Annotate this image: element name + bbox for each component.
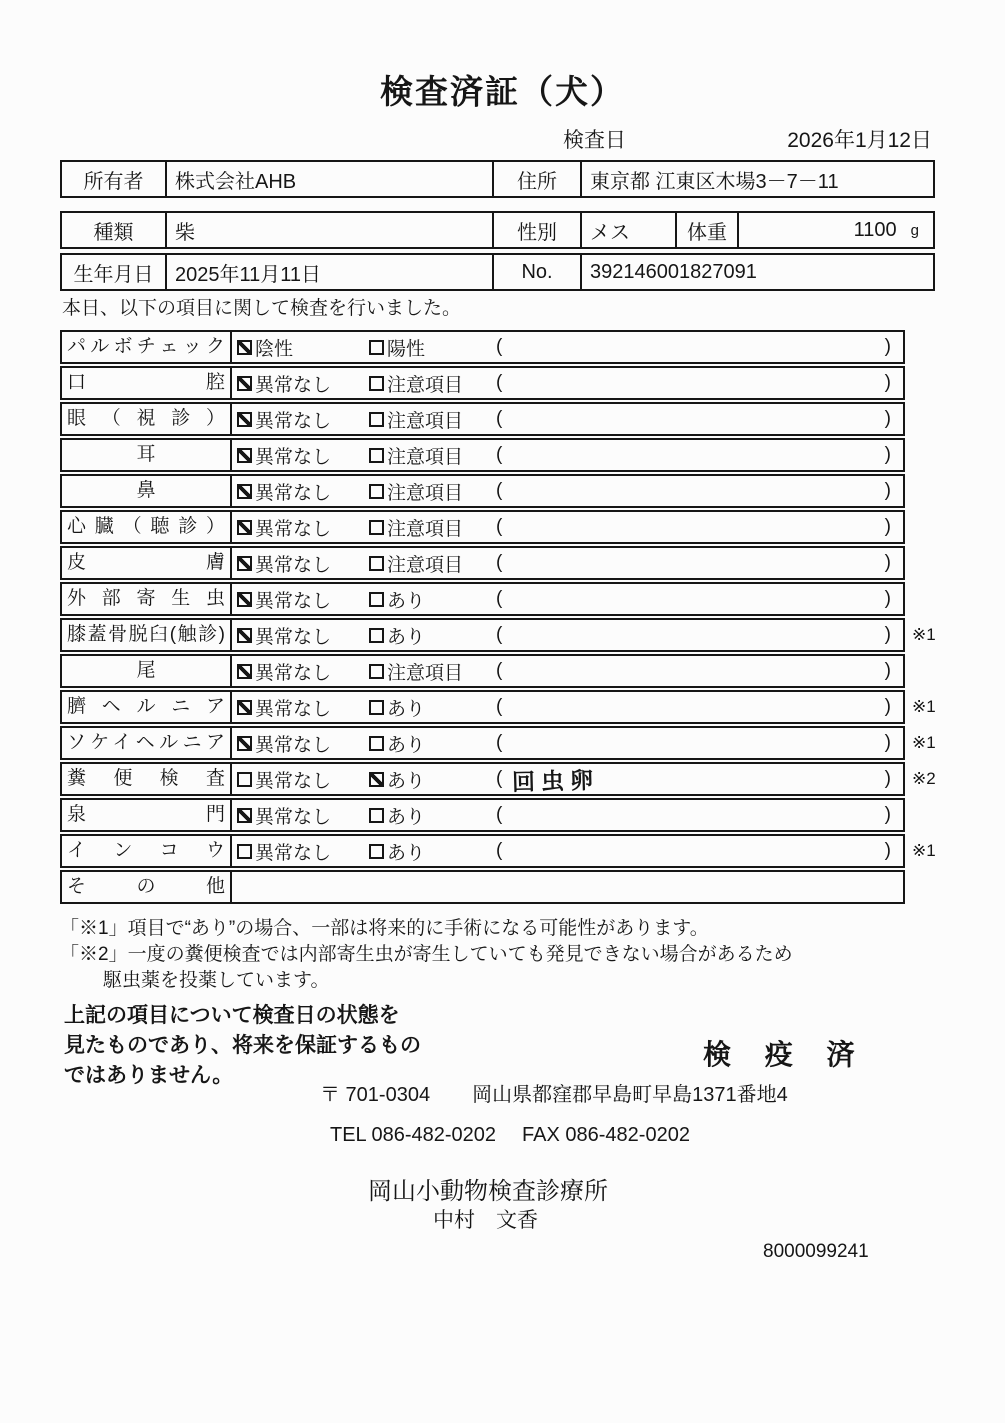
- close-paren: ): [884, 516, 891, 537]
- page-title: 検査済証（犬）: [380, 73, 625, 110]
- checklist-item-label: 外部寄生虫: [62, 584, 232, 614]
- note-reference-mark: ※2: [912, 769, 936, 788]
- checklist-option: [369, 622, 496, 649]
- veterinarian-name: 中村 文香: [433, 1209, 538, 1232]
- checked-checkbox-icon: [237, 520, 252, 535]
- result-parentheses: [496, 372, 903, 394]
- checked-checkbox-icon: [237, 700, 252, 715]
- result-parentheses: [496, 624, 903, 646]
- checklist-option: [237, 658, 369, 685]
- result-parentheses: [496, 444, 903, 466]
- note-reference-mark: ※1: [912, 697, 936, 716]
- option-label: 注意項目: [387, 410, 464, 432]
- checklist-option: [237, 694, 369, 721]
- checklist-row: [60, 438, 905, 472]
- checklist-item-label: 泉門: [62, 800, 232, 830]
- close-paren: ): [884, 372, 891, 393]
- footnote-2: 「※2」一度の糞便検査では内部寄生虫が寄生していても発見できない場合があるため: [60, 944, 793, 965]
- option-label: あり: [387, 806, 426, 828]
- result-parentheses: [496, 552, 903, 574]
- checklist-option: [237, 550, 369, 577]
- clinic-fax: FAX 086-482-0202: [522, 1124, 690, 1146]
- serial-number: 8000099241: [763, 1241, 869, 1262]
- checklist-item-label: その他: [62, 872, 232, 902]
- checklist-option: [237, 370, 369, 397]
- result-parentheses: [496, 480, 903, 502]
- checklist-item-label: 口腔: [62, 368, 232, 398]
- breed-label: 種類: [62, 213, 167, 247]
- option-label: あり: [387, 626, 426, 648]
- address-value: 東京都 江東区木場3－7－11: [590, 170, 839, 193]
- checked-checkbox-icon: [369, 772, 384, 787]
- clinic-tel: TEL 086-482-0202: [330, 1124, 497, 1146]
- checklist-item-label: 膝蓋骨脱臼(触診): [62, 620, 232, 650]
- result-parentheses: [496, 408, 903, 430]
- option-label: 異常なし: [255, 374, 332, 396]
- checklist-row: [60, 510, 905, 544]
- close-paren: ): [884, 408, 891, 429]
- checklist-option: [369, 514, 496, 541]
- checklist-row-body: [232, 728, 903, 758]
- open-paren: (: [496, 372, 503, 393]
- open-paren: (: [496, 624, 503, 645]
- checked-checkbox-icon: [237, 376, 252, 391]
- checklist-row-body: [232, 764, 903, 794]
- empty-checkbox-icon: [237, 844, 252, 859]
- checklist-row-body: [232, 548, 903, 578]
- weight-unit: g: [910, 221, 919, 239]
- checklist-row: [60, 834, 936, 868]
- checked-checkbox-icon: [237, 736, 252, 751]
- option-label: 注意項目: [387, 482, 464, 504]
- checklist-option: [369, 658, 496, 685]
- clinic-postal-line: [320, 1078, 788, 1107]
- inspection-date-row: [563, 124, 932, 154]
- checklist-option: [369, 694, 496, 721]
- checklist-row: [60, 654, 905, 688]
- option-label: 異常なし: [255, 626, 332, 648]
- option-label: あり: [387, 842, 426, 864]
- result-parentheses: [496, 804, 903, 826]
- checklist-item-label: パルボチェック: [62, 332, 232, 362]
- close-paren: ): [884, 768, 891, 789]
- close-paren: ): [884, 804, 891, 825]
- option-label: 異常なし: [255, 662, 332, 684]
- inspection-date-value: 2026年1月12日: [787, 129, 932, 152]
- checklist-row: [60, 618, 936, 652]
- option-label: 異常なし: [255, 806, 332, 828]
- option-label: 注意項目: [387, 518, 464, 540]
- checked-checkbox-icon: [237, 448, 252, 463]
- checklist-row: [60, 474, 905, 508]
- checklist-option: [369, 802, 496, 829]
- checklist-row-body: [232, 872, 903, 902]
- address-label: 住所: [494, 162, 582, 196]
- empty-checkbox-icon: [369, 520, 384, 535]
- open-paren: (: [496, 660, 503, 681]
- open-paren: (: [496, 732, 503, 753]
- empty-checkbox-icon: [369, 628, 384, 643]
- checklist-row: [60, 726, 936, 760]
- option-label: あり: [387, 698, 426, 720]
- footnote-1: 「※1」項目で“あり”の場合、一部は将来的に手術になる可能性があります。: [60, 918, 709, 939]
- option-label: 異常なし: [255, 446, 332, 468]
- close-paren: ): [884, 552, 891, 573]
- open-paren: (: [496, 840, 503, 861]
- note-reference-mark: ※1: [912, 733, 936, 752]
- checked-checkbox-icon: [237, 412, 252, 427]
- option-label: 異常なし: [255, 410, 332, 432]
- checklist-row-body: [232, 656, 903, 686]
- empty-checkbox-icon: [369, 448, 384, 463]
- result-parentheses: [496, 763, 903, 796]
- checked-checkbox-icon: [237, 592, 252, 607]
- result-parentheses: [496, 696, 903, 718]
- option-label: 異常なし: [255, 842, 332, 864]
- empty-checkbox-icon: [369, 592, 384, 607]
- option-label: 異常なし: [255, 734, 332, 756]
- checklist-option: [237, 334, 369, 361]
- result-parentheses: [496, 660, 903, 682]
- checklist-option: [369, 730, 496, 757]
- checklist-row-body: [232, 476, 903, 506]
- clinic-name: 岡山小動物検査診療所: [368, 1178, 608, 1205]
- empty-checkbox-icon: [369, 412, 384, 427]
- close-paren: ): [884, 588, 891, 609]
- footnotes: [60, 916, 793, 994]
- empty-checkbox-icon: [237, 772, 252, 787]
- owner-name: 株式会社AHB: [167, 162, 494, 196]
- checklist-row: [60, 690, 936, 724]
- weight-label: 体重: [677, 213, 739, 247]
- clinic-address: 岡山県都窪郡早島町早島1371番地4: [472, 1084, 788, 1106]
- close-paren: ): [884, 480, 891, 501]
- empty-checkbox-icon: [369, 484, 384, 499]
- checklist-option: [369, 370, 496, 397]
- checked-checkbox-icon: [237, 628, 252, 643]
- checklist-item-label: 糞便検査: [62, 764, 232, 794]
- checklist-option: [369, 406, 496, 433]
- quarantine-passed-stamp: 検 疫 済: [703, 1039, 868, 1070]
- checklist-option: [237, 730, 369, 757]
- checklist-row: [60, 366, 905, 400]
- checklist-row: [60, 870, 905, 904]
- checklist-row-body: [232, 800, 903, 830]
- result-parentheses: [496, 732, 903, 754]
- checklist-option: [237, 586, 369, 613]
- option-label: 注意項目: [387, 554, 464, 576]
- close-paren: ): [884, 336, 891, 357]
- close-paren: ): [884, 696, 891, 717]
- number-label: No.: [494, 255, 582, 289]
- checked-checkbox-icon: [237, 484, 252, 499]
- checklist-item-label: 眼（視診）: [62, 404, 232, 434]
- option-label: 注意項目: [387, 374, 464, 396]
- checklist-option: [369, 838, 496, 865]
- checklist-option: [369, 442, 496, 469]
- checked-checkbox-icon: [237, 340, 252, 355]
- checklist-item-label: 心臓（聴診）: [62, 512, 232, 542]
- checklist-option: [369, 478, 496, 505]
- checklist-option: [237, 514, 369, 541]
- checklist-item-label: ソケイヘルニア: [62, 728, 232, 758]
- option-label: 異常なし: [255, 554, 332, 576]
- intro-text: 本日、以下の項目に関して検査を行いました。: [62, 298, 462, 319]
- weight-cell: [739, 213, 933, 247]
- close-paren: ): [884, 444, 891, 465]
- checklist-item-label: 耳: [62, 440, 232, 470]
- checklist-table: [60, 330, 936, 906]
- checklist-row-body: [232, 836, 903, 866]
- owner-label: 所有者: [62, 162, 167, 196]
- checklist-option: [369, 766, 496, 793]
- checklist-option: [237, 442, 369, 469]
- checklist-option: [237, 406, 369, 433]
- open-paren: (: [496, 552, 503, 573]
- inspection-date-label: 検査日: [563, 129, 626, 152]
- open-paren: (: [496, 444, 503, 465]
- checklist-row: [60, 582, 905, 616]
- checked-checkbox-icon: [237, 556, 252, 571]
- disclaimer-line-2: 見たものであり、将来を保証するもの: [64, 1034, 421, 1057]
- number-value: 392146001827091: [590, 260, 757, 283]
- checklist-item-label: 臍ヘルニア: [62, 692, 232, 722]
- empty-checkbox-icon: [369, 340, 384, 355]
- result-parentheses: [496, 840, 903, 862]
- owner-row: [60, 160, 935, 198]
- empty-checkbox-icon: [369, 556, 384, 571]
- empty-checkbox-icon: [369, 664, 384, 679]
- sex-value: メス: [582, 213, 677, 247]
- breed-value: 柴: [167, 213, 494, 247]
- disclaimer-line-3: ではありません。: [64, 1064, 234, 1087]
- checklist-item-label: 鼻: [62, 476, 232, 506]
- checklist-row-body: [232, 512, 903, 542]
- checklist-row: [60, 330, 905, 364]
- checklist-row: [60, 546, 905, 580]
- result-parentheses: [496, 588, 903, 610]
- disclaimer-line-1: 上記の項目について検査日の状態を: [64, 1004, 400, 1027]
- checklist-row-body: [232, 368, 903, 398]
- checklist-option: [369, 550, 496, 577]
- footnote-2-continued: 駆虫薬を投薬しています。: [103, 970, 330, 991]
- checklist-option: [237, 802, 369, 829]
- birthdate-row: [60, 253, 935, 291]
- checklist-row-body: [232, 620, 903, 650]
- result-parentheses: [496, 336, 903, 358]
- open-paren: (: [496, 336, 503, 357]
- postal-code: 〒 701-0304: [320, 1084, 431, 1106]
- empty-checkbox-icon: [369, 736, 384, 751]
- empty-checkbox-icon: [369, 376, 384, 391]
- checklist-item-label: 尾: [62, 656, 232, 686]
- checklist-row-body: [232, 332, 903, 362]
- note-reference-mark: ※1: [912, 625, 936, 644]
- empty-checkbox-icon: [369, 808, 384, 823]
- checklist-option: [237, 478, 369, 505]
- checklist-option: [369, 586, 496, 613]
- option-label: 注意項目: [387, 446, 464, 468]
- close-paren: ): [884, 732, 891, 753]
- checklist-row-body: [232, 440, 903, 470]
- option-label: 注意項目: [387, 662, 464, 684]
- breed-row: [60, 211, 935, 249]
- open-paren: (: [496, 804, 503, 825]
- checklist-item-label: 皮膚: [62, 548, 232, 578]
- empty-checkbox-icon: [369, 700, 384, 715]
- open-paren: (: [496, 408, 503, 429]
- empty-checkbox-icon: [369, 844, 384, 859]
- open-paren: (: [496, 768, 503, 789]
- handwritten-result: 回虫卵: [512, 766, 600, 795]
- open-paren: (: [496, 516, 503, 537]
- clinic-tel-line: [330, 1124, 690, 1147]
- checklist-row: [60, 762, 936, 796]
- close-paren: ): [884, 840, 891, 861]
- checklist-option: [237, 622, 369, 649]
- option-label: 異常なし: [255, 770, 332, 792]
- option-label: 異常なし: [255, 698, 332, 720]
- checklist-row: [60, 798, 905, 832]
- option-label: 陽性: [387, 338, 426, 360]
- checklist-row-body: [232, 584, 903, 614]
- close-paren: ): [884, 624, 891, 645]
- checklist-item-label: インコウ: [62, 836, 232, 866]
- birthdate-value: 2025年11月11日: [167, 255, 494, 289]
- birthdate-label: 生年月日: [62, 255, 167, 289]
- open-paren: (: [496, 480, 503, 501]
- option-label: 異常なし: [255, 482, 332, 504]
- option-label: 陰性: [255, 338, 294, 360]
- checked-checkbox-icon: [237, 664, 252, 679]
- option-label: あり: [387, 770, 426, 792]
- checked-checkbox-icon: [237, 808, 252, 823]
- option-label: 異常なし: [255, 518, 332, 540]
- note-reference-mark: ※1: [912, 841, 936, 860]
- option-label: あり: [387, 590, 426, 612]
- checklist-option: [369, 334, 496, 361]
- checklist-option: [237, 838, 369, 865]
- open-paren: (: [496, 588, 503, 609]
- checklist-option: [237, 766, 369, 793]
- checklist-row: [60, 402, 905, 436]
- option-label: あり: [387, 734, 426, 756]
- checklist-row-body: [232, 404, 903, 434]
- sex-label: 性別: [494, 213, 582, 247]
- checklist-row-body: [232, 692, 903, 722]
- close-paren: ): [884, 660, 891, 681]
- result-parentheses: [496, 516, 903, 538]
- option-label: 異常なし: [255, 590, 332, 612]
- weight-value: 1100: [853, 218, 897, 241]
- open-paren: (: [496, 696, 503, 717]
